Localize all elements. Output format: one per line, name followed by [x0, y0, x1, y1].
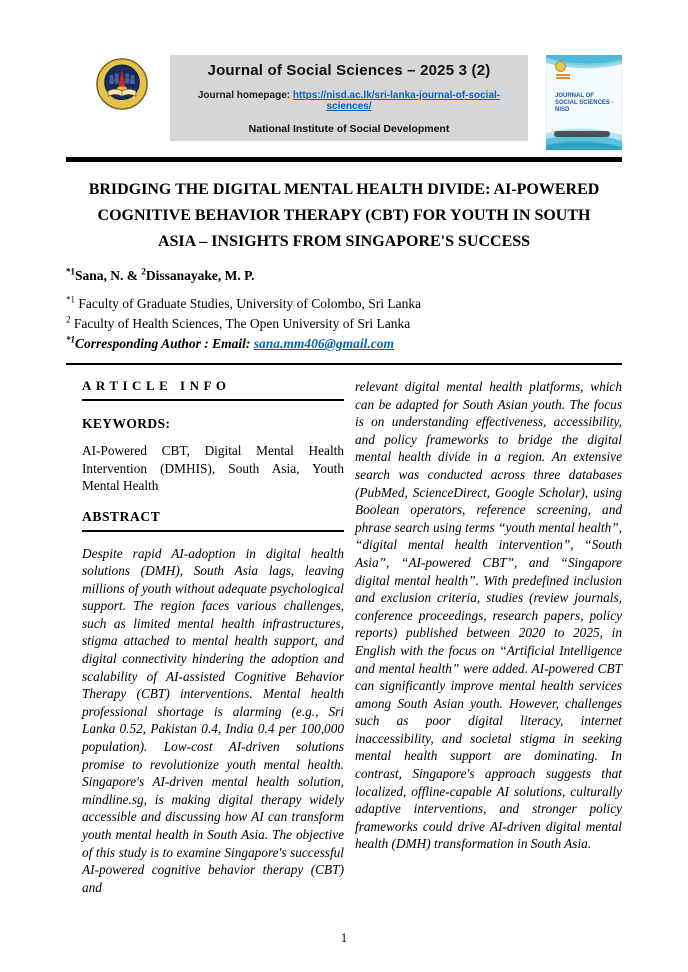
authors-line [66, 268, 622, 284]
article-title: BRIDGING THE DIGITAL MENTAL HEALTH DIVIDE: AI-POWERED COGNITIVE BEHAVIOR THERAPY (CBT) FOR YOUTH IN SOUTH ASIA – INSIGHTS FROM SINGAPORE'S SUCCESS [88, 181, 600, 250]
corresponding-email-link[interactable]: sana.mm406@gmail.com [253, 336, 395, 351]
keywords-text: AI-Powered CBT, Digital Mental Health Intervention (DMHIS), South Asia, Youth Mental Health [82, 443, 344, 493]
masthead [66, 55, 622, 150]
page-number: 1 [340, 931, 348, 945]
keywords-heading: KEYWORDS: [82, 416, 171, 431]
affiliation-2-text: Faculty of Health Sciences, The Open University of Sri Lanka [70, 316, 411, 331]
author2-superscript: 2 [141, 266, 146, 277]
article-info-heading: ARTICLE INFO [82, 378, 344, 401]
cover-title-line1: JOURNAL OF [555, 93, 594, 99]
affiliation-1-superscript: *1 [66, 294, 75, 305]
abstract-heading: ABSTRACT [82, 509, 344, 532]
left-column [66, 378, 344, 896]
affiliation-1 [66, 294, 622, 314]
abstract-columns [66, 378, 622, 896]
nisd-emblem-icon [96, 58, 148, 110]
affiliations [66, 294, 622, 354]
author1-name: Sana, N. & [75, 268, 142, 283]
cover-footer-logo [554, 131, 610, 137]
journal-cover-thumbnail [546, 55, 622, 150]
homepage-link[interactable]: https://nisd.ac.lk/sri-lanka-journal-of-social-sciences/ [292, 90, 501, 112]
homepage-label: Journal homepage: [197, 90, 293, 101]
abstract-column-2: relevant digital mental health platforms, which can be adapted for South Asian youth. The focus is on understanding effectiveness, accessibility, and policy frameworks to bridge the digital mental health divide in a region. An extensive search was conducted across three databases (PubMed, ScienceDirect, Google Scholar), using Boolean operators, reference screening, and phrase search using terms “youth mental health”, “digital mental health intervention”, “South Asia”, “AI-powered CBT”, and “Singapore digital mental health”. With predefined inclusion and exclusion criteria, studies (review journals, conference proceedings, research papers, policy reports) published between 2020 to 2025, in English with the focus on “Artificial Intelligence and mental health” were added. AI-powered CBT can significantly improve mental health services among South Asian youth. However, challenges such as poor digital literacy, internet inaccessibility, and societal stigma in seeking mental health support are dominating. In contrast, Singapore's approach suggests that localized, offline-capable AI solutions, culturally adaptive interventions, and stronger policy frameworks could drive AI-driven digital mental health (DMH) transformation in South Asia. [355, 379, 622, 852]
right-column [344, 378, 622, 896]
corresponding-label: Corresponding Author : Email: [75, 336, 254, 351]
affiliation-1-text: Faculty of Graduate Studies, University of Colombo, Sri Lanka [75, 296, 422, 311]
corresponding-author-line [66, 334, 622, 354]
cover-meta-lines [556, 74, 559, 80]
affiliation-2-superscript: 2 [66, 314, 71, 325]
cover-title [555, 93, 618, 114]
author1-superscript: *1 [66, 266, 75, 277]
cover-title-line2: SOCIAL SCIENCES - NISD [555, 100, 614, 113]
corresponding-superscript: *1 [66, 334, 75, 345]
journal-homepage-line [180, 90, 518, 112]
header-divider [66, 157, 622, 162]
cover-emblem-icon [556, 62, 565, 71]
journal-title: Journal of Social Sciences – 2025 3 (2) [207, 62, 491, 79]
nisd-emblem-logo [96, 58, 148, 115]
abstract-column-1: Despite rapid AI-adoption in digital health solutions (DMH), South Asia lags, leaving millions of youth without adequate psychological support. The region faces various challenges, such as limited mental health infrastructures, stigma attached to mental health support, and digital connectivity hindering the adoption and scalability of AI-assisted Cognitive Behavior Therapy (CBT) interventions. Mental health professional shortage is alarming (e.g., Sri Lanka 0.52, Pakistan 0.4, India 0.4 per 100,000 population). Low-cost AI-driven solutions promise to revolutionize youth mental health. Singapore's AI-driven mental health solution, mindline.sg, is making digital therapy widely accessible and discussing how AI can transform youth mental health in South Asia. The objective of this study is to examine Singapore's successful AI-powered cognitive behavior therapy (CBT) and [82, 545, 344, 895]
institute-name: National Institute of Social Development [248, 123, 450, 135]
affiliation-2 [66, 314, 622, 334]
journal-header-box [170, 55, 528, 141]
author2-name: Dissanayake, M. P. [145, 268, 255, 283]
section-divider [66, 363, 622, 365]
